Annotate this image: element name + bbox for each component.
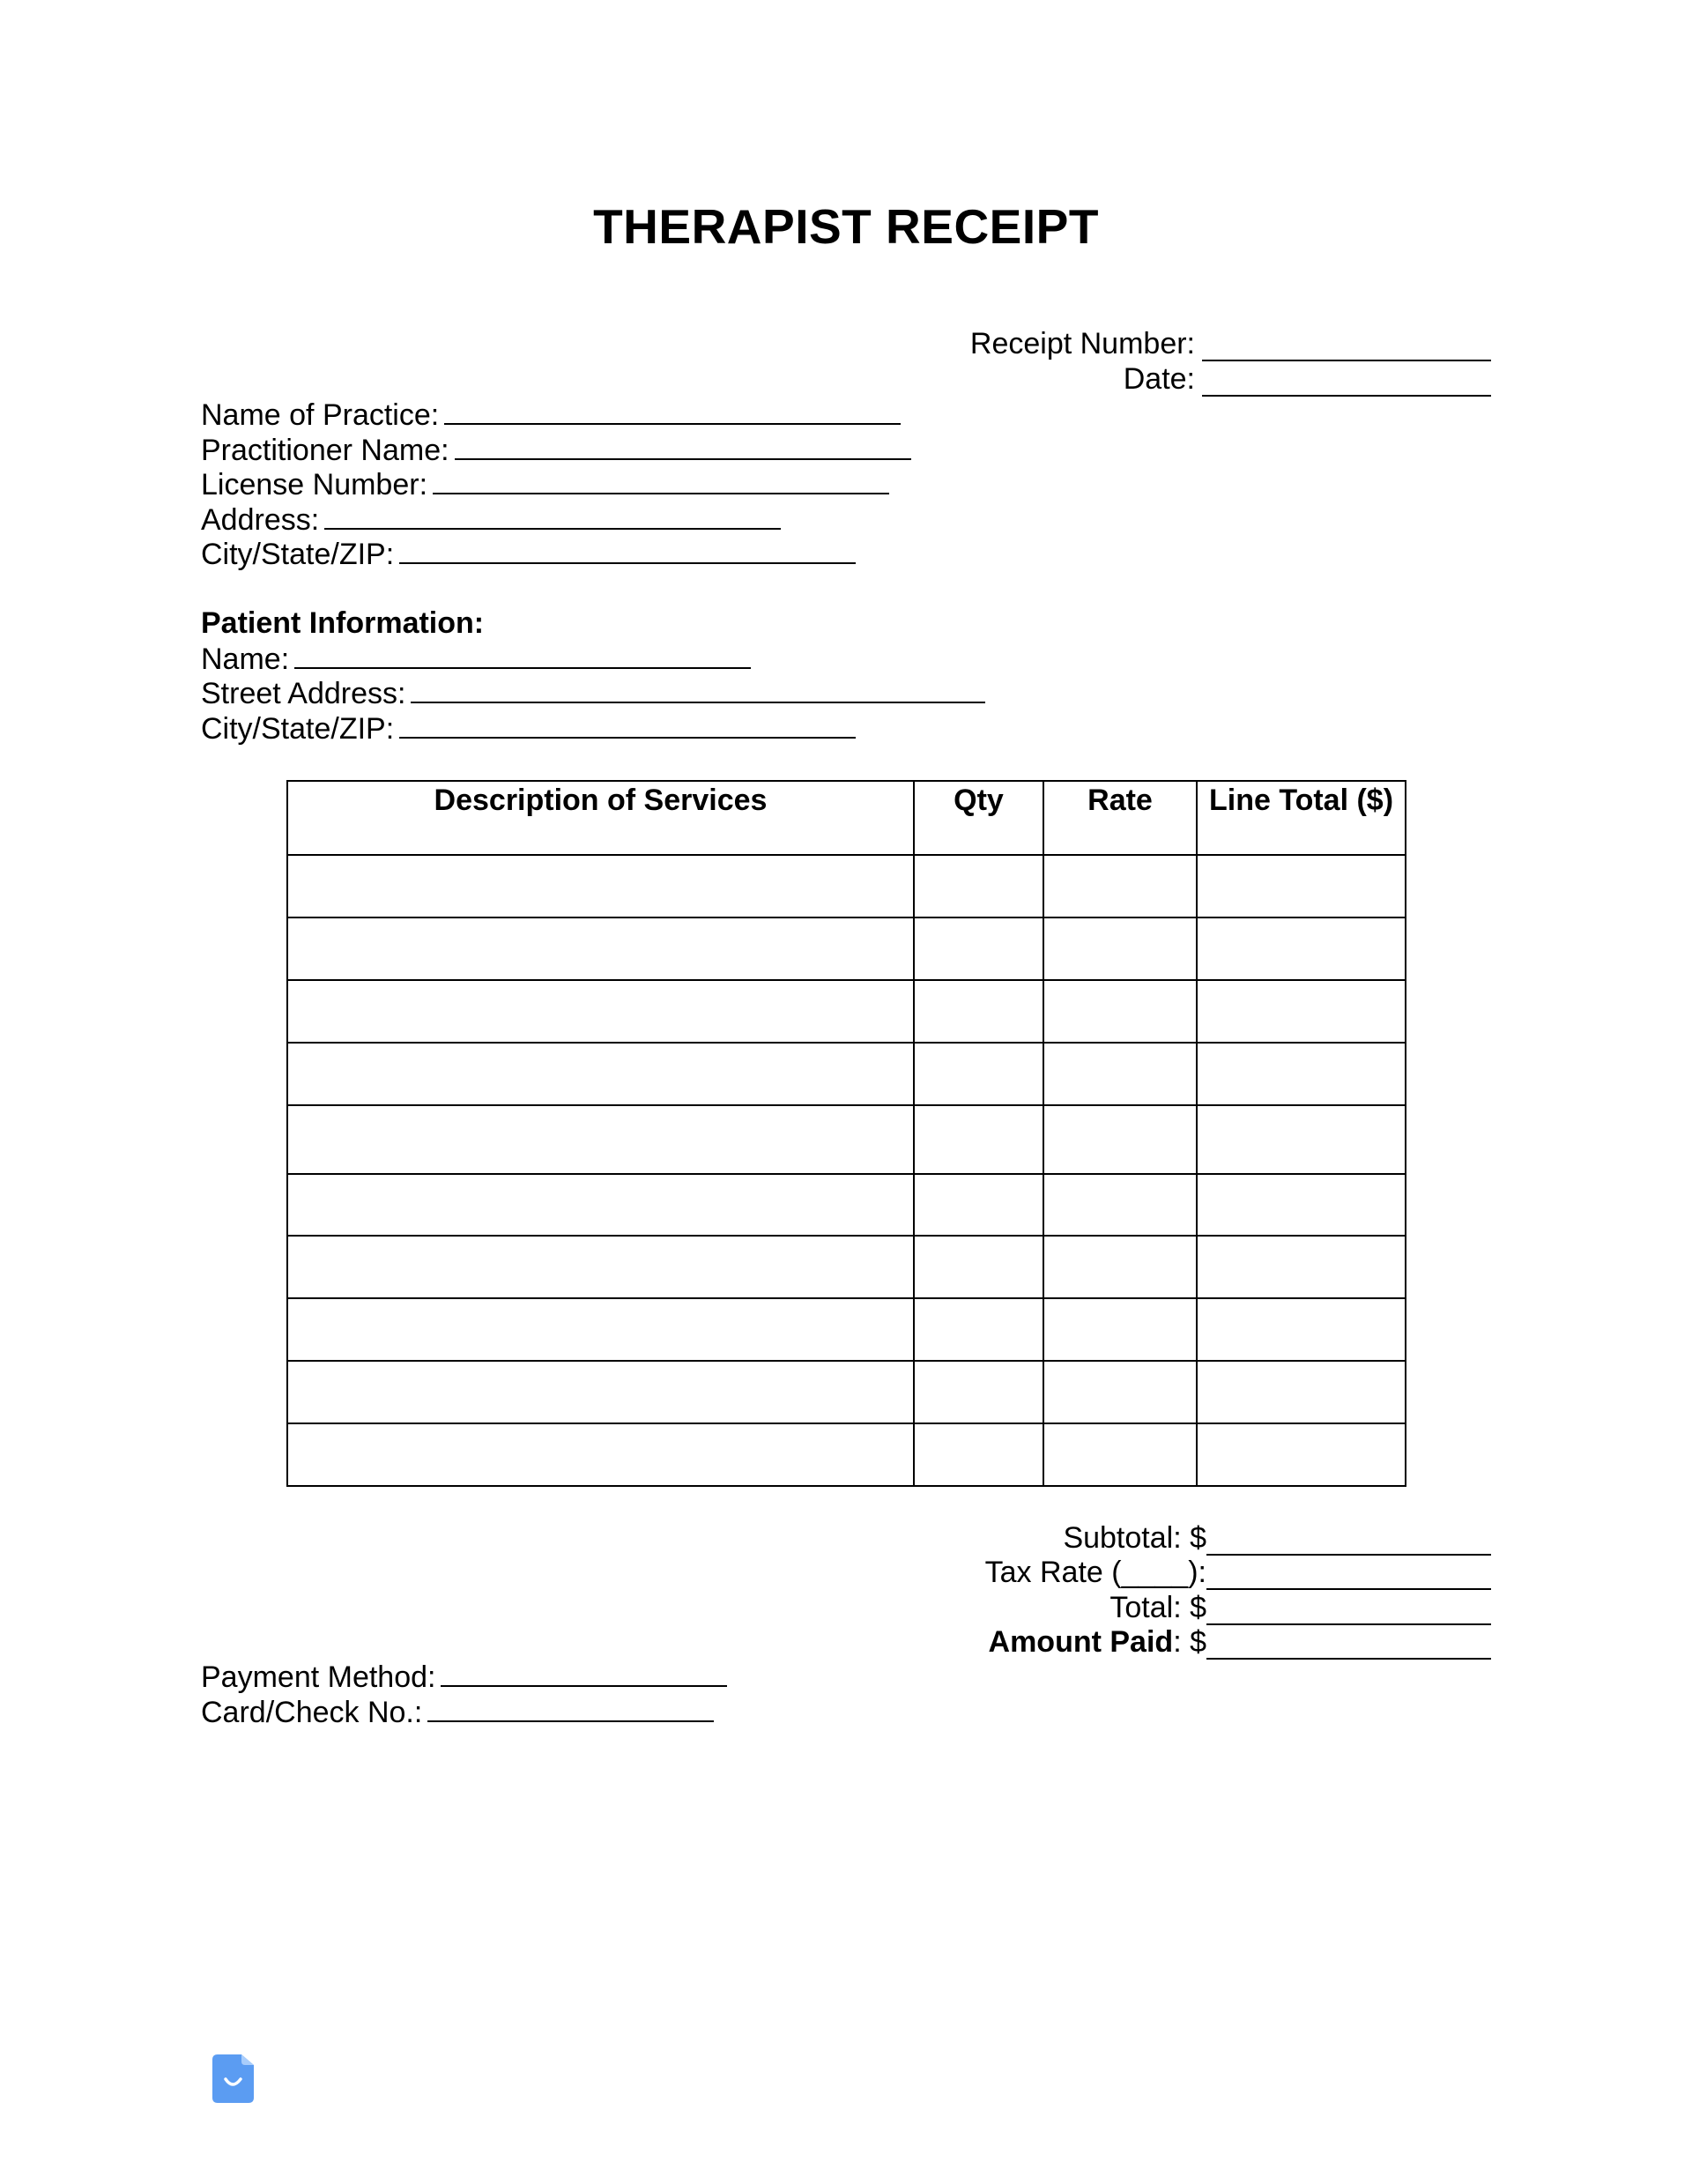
practice-city-row xyxy=(201,536,856,571)
receipt-number-field[interactable] xyxy=(1202,331,1491,361)
table-row xyxy=(287,1361,1406,1423)
tax-rate-field[interactable] xyxy=(1206,1559,1491,1590)
line-total-cell[interactable] xyxy=(1197,1236,1406,1298)
qty-cell[interactable] xyxy=(914,1361,1043,1423)
description-cell[interactable] xyxy=(287,1298,914,1361)
license-number-row xyxy=(201,466,889,501)
subtotal-label: Subtotal: $ xyxy=(1063,1521,1206,1555)
tax-rate-row xyxy=(985,1555,1491,1590)
rate-cell[interactable] xyxy=(1043,1361,1197,1423)
rate-cell[interactable] xyxy=(1043,855,1197,917)
rate-cell[interactable] xyxy=(1043,980,1197,1043)
rate-cell[interactable] xyxy=(1043,1298,1197,1361)
practice-city-field[interactable] xyxy=(399,536,856,564)
subtotal-field[interactable] xyxy=(1206,1525,1491,1556)
amount-paid-suffix: : $ xyxy=(1173,1625,1206,1659)
card-check-row xyxy=(201,1694,714,1729)
description-cell[interactable] xyxy=(287,1174,914,1236)
practitioner-name-row xyxy=(201,432,911,467)
line-total-cell[interactable] xyxy=(1197,1105,1406,1174)
total-label: Total: $ xyxy=(1109,1591,1206,1624)
payment-method-field[interactable] xyxy=(441,1659,727,1687)
practice-name-label: Name of Practice: xyxy=(201,398,440,432)
address-field[interactable] xyxy=(324,501,781,530)
rate-cell[interactable] xyxy=(1043,1043,1197,1105)
page-title: THERAPIST RECEIPT xyxy=(593,199,1099,254)
patient-city-row xyxy=(201,710,856,746)
line-total-cell[interactable] xyxy=(1197,1174,1406,1236)
qty-cell[interactable] xyxy=(914,917,1043,980)
line-total-cell[interactable] xyxy=(1197,1043,1406,1105)
description-cell[interactable] xyxy=(287,1105,914,1174)
amount-paid-row xyxy=(989,1624,1491,1660)
services-table xyxy=(286,780,1406,1487)
description-cell[interactable] xyxy=(287,1236,914,1298)
patient-city-field[interactable] xyxy=(399,710,856,739)
practice-name-field[interactable] xyxy=(444,397,901,425)
line-total-cell[interactable] xyxy=(1197,917,1406,980)
patient-city-label: City/State/ZIP: xyxy=(201,712,395,746)
rate-cell[interactable] xyxy=(1043,1236,1197,1298)
table-row xyxy=(287,1423,1406,1486)
patient-name-field[interactable] xyxy=(294,641,751,669)
rate-cell[interactable] xyxy=(1043,1174,1197,1236)
description-cell[interactable] xyxy=(287,855,914,917)
qty-cell[interactable] xyxy=(914,1105,1043,1174)
license-number-label: License Number: xyxy=(201,468,428,501)
rate-cell[interactable] xyxy=(1043,1423,1197,1486)
practice-city-label: City/State/ZIP: xyxy=(201,538,395,571)
qty-cell[interactable] xyxy=(914,1174,1043,1236)
qty-cell[interactable] xyxy=(914,1298,1043,1361)
qty-cell[interactable] xyxy=(914,1423,1043,1486)
table-row xyxy=(287,980,1406,1043)
description-cell[interactable] xyxy=(287,1361,914,1423)
description-cell[interactable] xyxy=(287,1423,914,1486)
header-qty: Qty xyxy=(914,781,1043,855)
table-row xyxy=(287,917,1406,980)
patient-name-row xyxy=(201,641,751,676)
address-row xyxy=(201,501,781,537)
line-total-cell[interactable] xyxy=(1197,1298,1406,1361)
header-description: Description of Services xyxy=(287,781,914,855)
amount-paid-label: Amount Paid xyxy=(988,1625,1174,1659)
table-row xyxy=(287,855,1406,917)
receipt-number-row xyxy=(970,326,1491,361)
date-field[interactable] xyxy=(1202,366,1491,397)
header-rate: Rate xyxy=(1043,781,1197,855)
practitioner-name-field[interactable] xyxy=(455,432,911,460)
total-field[interactable] xyxy=(1206,1594,1491,1625)
patient-street-row xyxy=(201,675,985,710)
practice-name-row xyxy=(201,397,901,432)
license-number-field[interactable] xyxy=(433,466,889,494)
line-total-cell[interactable] xyxy=(1197,855,1406,917)
line-total-cell[interactable] xyxy=(1197,1361,1406,1423)
table-row xyxy=(287,1105,1406,1174)
patient-name-label: Name: xyxy=(201,643,290,676)
card-check-field[interactable] xyxy=(427,1694,714,1722)
table-row xyxy=(287,1174,1406,1236)
description-cell[interactable] xyxy=(287,917,914,980)
date-row xyxy=(1124,361,1491,397)
patient-street-field[interactable] xyxy=(411,675,985,703)
table-row xyxy=(287,1236,1406,1298)
qty-cell[interactable] xyxy=(914,980,1043,1043)
rate-cell[interactable] xyxy=(1043,917,1197,980)
practitioner-name-label: Practitioner Name: xyxy=(201,434,449,467)
address-label: Address: xyxy=(201,503,320,537)
receipt-number-label: Receipt Number: xyxy=(969,327,1195,360)
amount-paid-field[interactable] xyxy=(1206,1629,1491,1660)
card-check-label: Card/Check No.: xyxy=(201,1696,423,1729)
description-cell[interactable] xyxy=(287,1043,914,1105)
patient-info-heading: Patient Information: xyxy=(201,606,485,640)
line-total-cell[interactable] xyxy=(1197,1423,1406,1486)
table-header-row xyxy=(287,781,1406,855)
date-label: Date: xyxy=(1123,362,1195,396)
tax-rate-label: Tax Rate (____): xyxy=(984,1556,1206,1589)
payment-method-label: Payment Method: xyxy=(201,1660,436,1694)
subtotal-row xyxy=(1063,1520,1491,1556)
table-row xyxy=(287,1043,1406,1105)
payment-method-row xyxy=(201,1659,727,1694)
line-total-cell[interactable] xyxy=(1197,980,1406,1043)
qty-cell[interactable] xyxy=(914,855,1043,917)
document-logo-icon xyxy=(212,2054,254,2103)
table-row xyxy=(287,1298,1406,1361)
header-line-total: Line Total ($) xyxy=(1197,781,1406,855)
qty-cell[interactable] xyxy=(914,1043,1043,1105)
patient-street-label: Street Address: xyxy=(201,677,406,710)
rate-cell[interactable] xyxy=(1043,1105,1197,1174)
description-cell[interactable] xyxy=(287,980,914,1043)
qty-cell[interactable] xyxy=(914,1236,1043,1298)
total-row xyxy=(1109,1590,1491,1625)
